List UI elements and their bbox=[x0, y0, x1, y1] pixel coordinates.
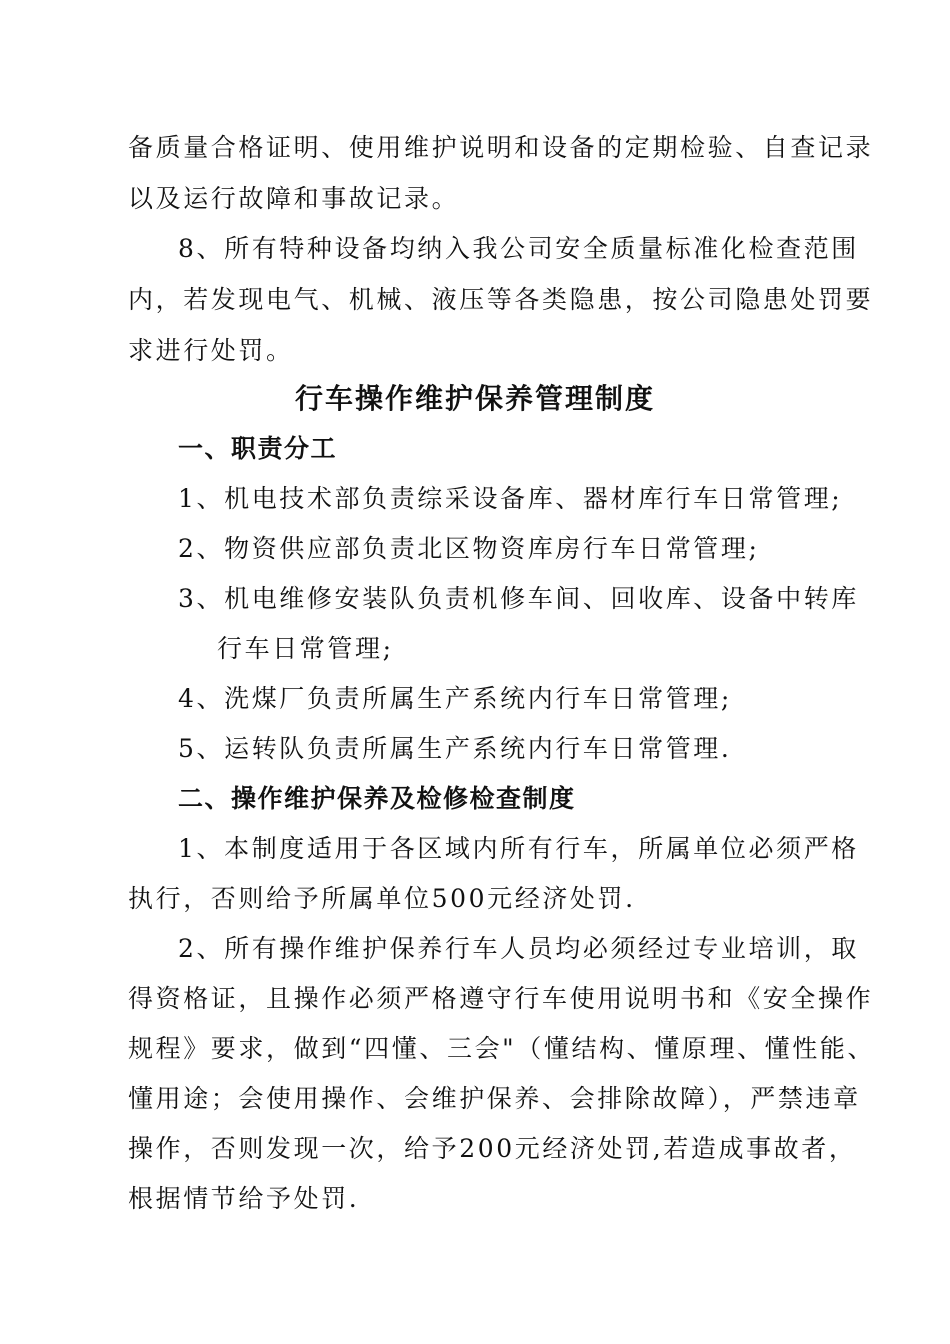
continuation-line-1: 备质量合格证明、使用维护说明和设备的定期检验、自查记录 bbox=[128, 133, 874, 162]
section-1-item-3: 3、机电维修安装队负责机修车间、回收库、设备中转库 bbox=[178, 584, 859, 613]
item-8-line-3: 求进行处罚。 bbox=[128, 336, 294, 365]
section-2-paragraph-2-line-6: 根据情节给予处罚. bbox=[128, 1184, 360, 1213]
section-1-item-4: 4、洗煤厂负责所属生产系统内行车日常管理; bbox=[178, 684, 732, 713]
section-2-paragraph-2-line-4: 懂用途；会使用操作、会维护保养、会排除故障），严禁违章 bbox=[128, 1084, 861, 1113]
section-1-heading: 一、职责分工 bbox=[178, 434, 338, 463]
item-8-line-1: 8、所有特种设备均纳入我公司安全质量标准化检查范围 bbox=[178, 234, 859, 263]
section-1-item-1: 1、机电技术部负责综采设备库、器材库行车日常管理; bbox=[178, 484, 843, 513]
section-1-item-3-continuation: 行车日常管理; bbox=[217, 634, 394, 663]
section-2-paragraph-2-line-2: 得资格证，且操作必须严格遵守行车使用说明书和《安全操作 bbox=[128, 984, 874, 1013]
section-2-paragraph-2-line-1: 2、所有操作维护保养行车人员均必须经过专业培训，取 bbox=[178, 934, 859, 963]
continuation-line-2: 以及运行故障和事故记录。 bbox=[128, 184, 460, 213]
section-1-item-2: 2、物资供应部负责北区物资库房行车日常管理; bbox=[178, 534, 760, 563]
section-2-paragraph-1-line-1: 1、本制度适用于各区域内所有行车，所属单位必须严格 bbox=[178, 834, 859, 863]
section-2-paragraph-2-line-3: 规程》要求，做到“四懂、三会"（懂结构、懂原理、懂性能、 bbox=[128, 1034, 876, 1063]
section-1-item-5: 5、运转队负责所属生产系统内行车日常管理. bbox=[178, 734, 732, 763]
section-2-paragraph-2-line-5: 操作，否则发现一次，给予200元经济处罚,若造成事故者， bbox=[128, 1134, 857, 1163]
item-8-line-2: 内，若发现电气、机械、液压等各类隐患，按公司隐患处罚要 bbox=[128, 285, 874, 314]
document-title: 行车操作维护保养管理制度 bbox=[294, 382, 655, 415]
section-2-paragraph-1-line-2: 执行，否则给予所属单位500元经济处罚. bbox=[128, 884, 636, 913]
section-2-heading: 二、操作维护保养及检修检查制度 bbox=[178, 784, 576, 813]
